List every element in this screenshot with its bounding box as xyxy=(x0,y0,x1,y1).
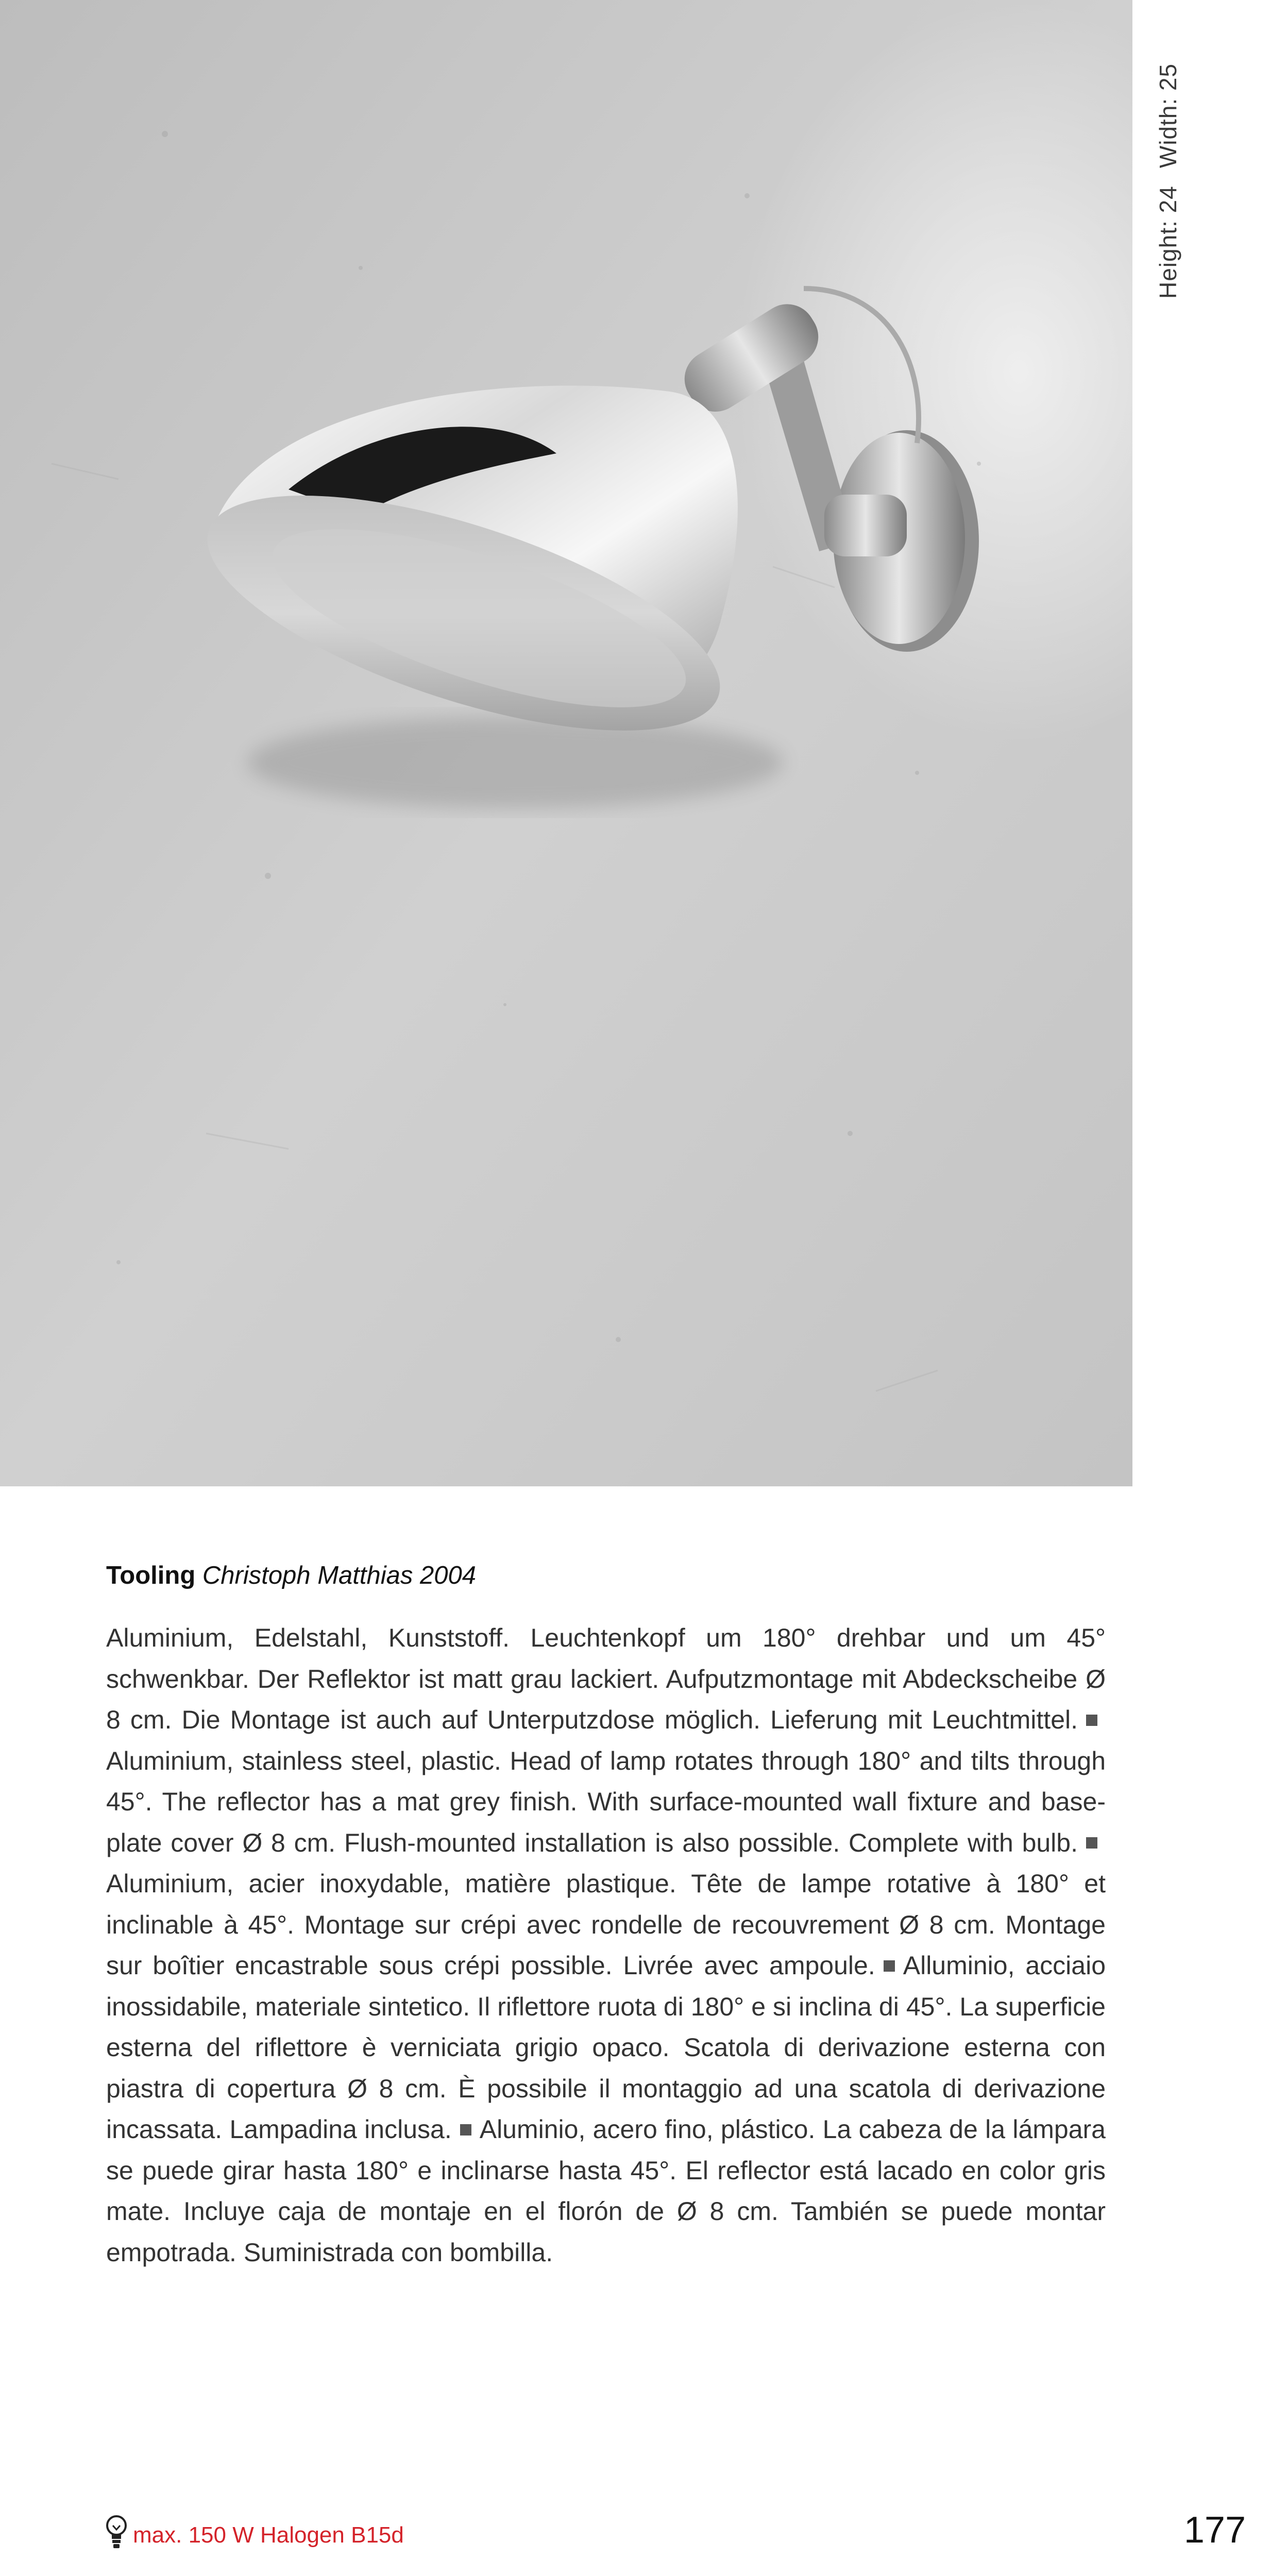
separator-square xyxy=(884,1960,895,1972)
separator-square xyxy=(1086,1837,1097,1849)
product-description xyxy=(106,1618,1106,2273)
separator-square xyxy=(460,2124,471,2136)
product-title xyxy=(106,1561,476,1590)
designer-credit: Christoph Matthias 2004 xyxy=(202,1562,477,1589)
dimensions-label xyxy=(1154,10,1182,299)
width-label: Width: 25 xyxy=(1155,63,1181,168)
separator-square xyxy=(1086,1715,1097,1726)
height-label: Height: 24 xyxy=(1155,185,1181,299)
description-fr: Aluminium, acier inoxydable, matière plastique. Tête de lampe rotative à 180° et inclinable à 45°. Montage sur crépi avec rondelle de recouvrement Ø 8 cm. Montage sur boîtier encastrable sous crépi possible. Livrée avec ampoule. xyxy=(106,1869,1106,1980)
description-es: Aluminio, acero fino, plástico. La cabeza de la lámpara se puede girar hasta 180° e inclinarse hasta 45°. El reflector está lacado en color gris mate. Incluye caja de montaje en el florón de Ø 8 cm. También se puede montar empotrada. Suministrada con bombilla. xyxy=(106,2115,1106,2267)
product-name: Tooling xyxy=(106,1562,196,1589)
description-it: Alluminio, acciaio inossidabile, materiale sintetico. Il riflettore ruota di 180° e si inclina di 45°. La superficie esterna del riflettore è verniciata grigio opaco. Scatola di derivazione esterna con piastra di copertura Ø 8 cm. È possibile il montaggio ad una scatola di derivazione incassata. Lampadina inclusa. xyxy=(106,1951,1106,2144)
bulb-icon xyxy=(105,2514,128,2552)
bulb-spec: max. 150 W Halogen B15d xyxy=(133,2522,404,2548)
page-number: 177 xyxy=(1183,2510,1246,2551)
description-de: Aluminium, Edelstahl, Kunststoff. Leuchtenkopf um 180° drehbar und um 45° schwenkbar. Der Reflektor ist matt grau lackiert. Aufputzmontage mit Abdeckscheibe Ø 8 cm. Die Montage ist auch auf Unterputzdose möglich. Lieferung mit Leuchtmittel. xyxy=(106,1623,1106,1734)
description-en: Aluminium, stainless steel, plastic. Head of lamp rotates through 180° and tilts through 45°. The reflector has a mat grey finish. With surface-mounted wall fixture and base-plate cover Ø 8 cm. Flush-mounted installation is also possible. Complete with bulb. xyxy=(106,1746,1106,1857)
